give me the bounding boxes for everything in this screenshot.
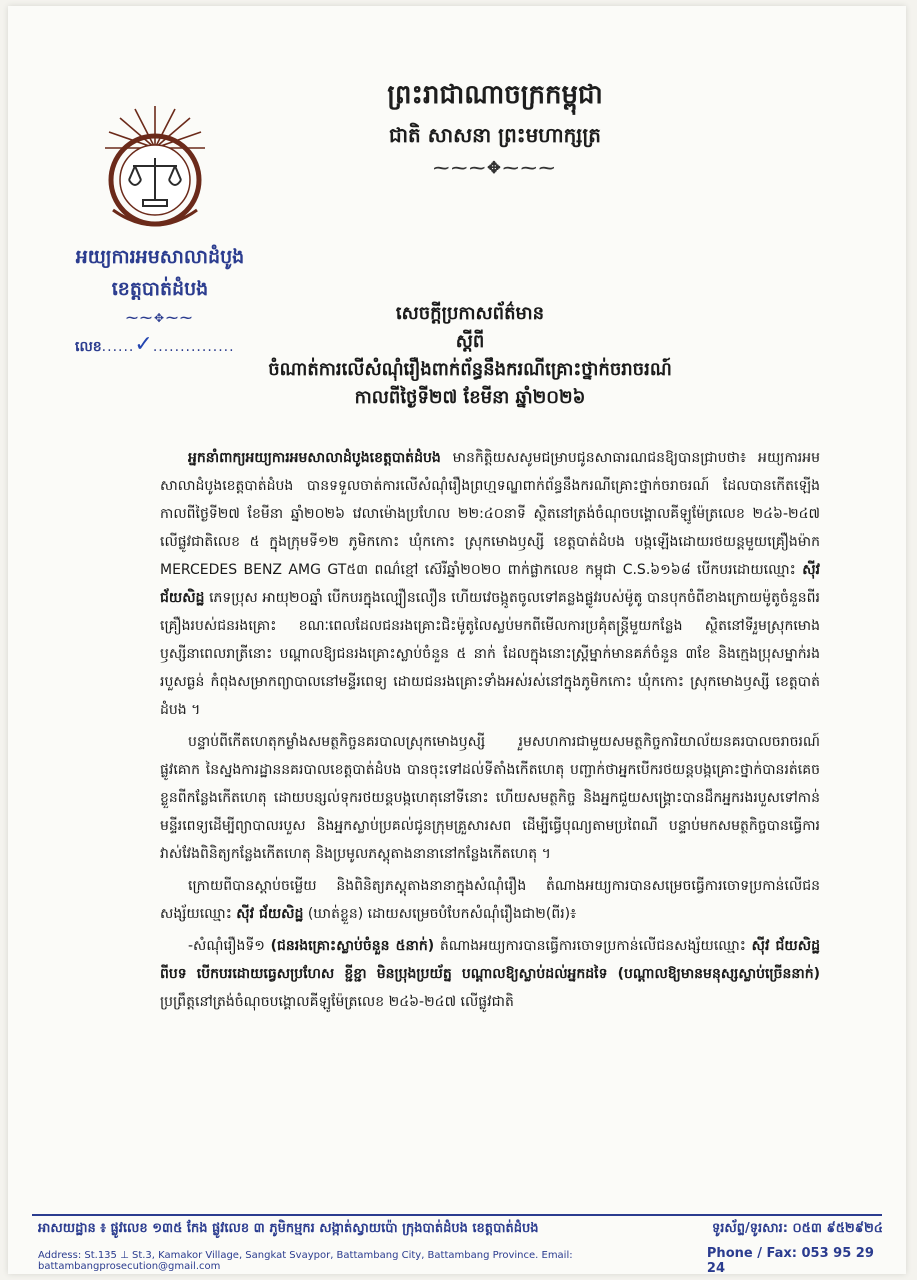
number-label: លេខ — [75, 339, 102, 355]
paragraph-1: អ្នកនាំពាក្យអយ្យការអមសាលាដំបូងខេត្តបាត់ដំបង មានកិត្តិយសសូមជម្រាបជូនសាធារណជនឱ្យបានជ្រាបថា៖ អយ្យការអមសាលាដំបូងខេត្តបាត់ដំបង បានទទួលចាត់ការលើសំណុំរឿងព្រហ្មទណ្ឌពាក់ព័ន្ធនឹងករណីគ្រោះថ្នាក់ចរាចរណ៍ ដែលបានកើតឡើងកាលពីថ្ងៃទី២៧ ខែមីនា ឆ្នាំ២០២៦ វេលាម៉ោងប្រហែល ២២:៤០នាទី ស្ថិតនៅត្រង់ចំណុចបង្គោលគីឡូម៉ែត្រលេខ ២៤៦-២៤៧ លើផ្លូវជាតិលេខ ៥ ក្នុងក្រុមទី១២ ភូមិកកោះ ឃុំកកោះ ស្រុកមោងឫស្សី ខេត្តបាត់ដំបង បង្កឡើងដោយរថយន្តមួយគ្រឿងម៉ាក MERCEDES BENZ AMG GT៥៣ ពណ៌ខ្មៅ ស៊េរីឆ្នាំ២០២០ ពាក់ផ្លាកលេខ កម្ពុជា C.S.៦១៦៨ បើកបរដោយឈ្មោះ ស៊ីវ ជ័យសិដ្ឋ ភេទប្រុស អាយុ២០ឆ្នាំ បើកបរក្នុងល្បឿនលឿន ហើយវេចង្កូតចូលទៅគន្លងផ្លូវរបស់ម៉ូតូ បានបុកចំពីខាងក្រោយម៉ូតូចំនួនពីរគ្រឿងរបស់ជនរងគ្រោះ ខណៈពេលដែលជនរងគ្រោះជិះម៉ូតូលៃស្លប់មកពីមើលការប្រគុំតន្ត្រីមួយកន្លែង ស្ថិតនៅទីរួមស្រុកមោងឫស្សីនាពេលរាត្រីនោះ បណ្ដាលឱ្យជនរងគ្រោះស្លាប់ចំនួន ៥ នាក់ ដែលក្នុងនោះស្ត្រីម្នាក់មានគភ៌ចំនួន ៣ខែ និងក្មេងប្រុសម្នាក់រងរបួសធ្ងន់ កំពុងសម្រាកព្យាបាលនៅមន្ទីរពេទ្យ ដោយជនរងគ្រោះទាំងអស់រស់នៅក្នុងភូមិកកោះ ឃុំកកោះ ស្រុកមោងឫស្សី ខេត្តបាត់ដំបង ។ — [160, 450, 820, 718]
document-number: លេខ......✓............... — [75, 332, 235, 357]
title-date: កាលពីថ្ងៃទី២៧ ខែមីនា ឆ្នាំ២០២៦ — [354, 387, 586, 408]
suspect-name: ស៊ីវ ជ័យសិដ្ឋ — [236, 906, 304, 922]
footer-english — [38, 1246, 883, 1276]
paragraph-4: -សំណុំរឿងទី១ (ជនរងគ្រោះស្លាប់ចំនួន ៥នាក់) តំណាងអយ្យការបានធ្វើការចោទប្រកាន់លើជនសង្ស័យឈ្មោះ ស៊ីវ ជ័យសិដ្ឋ ពីបទ បើកបរដោយធ្វេសប្រហែស ខ្ជីខ្ជា មិនប្រុងប្រយ័ត្ន បណ្ដាលឱ្យស្លាប់ដល់អ្នកដទៃ (បណ្ដាលឱ្យមានមនុស្សស្លាប់ច្រើននាក់) ប្រព្រឹត្តនៅត្រង់ចំណុចបង្គោលគីឡូម៉ែត្រលេខ ២៤៦-២៤៧ លើផ្លូវជាតិ — [160, 938, 820, 1010]
kingdom-title: ព្រះរាជាណាចក្រកម្ពុជា — [387, 80, 603, 110]
document-titles — [190, 300, 750, 412]
title-subject: ចំណាត់ការលើសំណុំរឿងពាក់ព័ន្ធនឹងករណីគ្រោះថ្នាក់ចរាចរណ៍ — [268, 359, 672, 380]
footer-divider — [32, 1214, 882, 1216]
paragraph-3: ក្រោយពីបានស្ដាប់ចម្លើយ និងពិនិត្យភស្តុតាងនានាក្នុងសំណុំរឿង តំណាងអយ្យការបានសម្រេចធ្វើការចោទប្រកាន់លើជនសង្ស័យឈ្មោះ ស៊ីវ ជ័យសិដ្ឋ (ឃាត់ខ្លួន) ដោយសម្រេចបំបែកសំណុំរឿងជា២(ពីរ)៖ — [160, 878, 820, 922]
document-body — [160, 440, 820, 1016]
checkmark-icon: ✓ — [134, 332, 153, 357]
kingdom-header — [330, 78, 660, 177]
footer-address-kh: អាសយដ្ឋាន ៖ ផ្លូវលេខ ១៣៥ កែង ផ្លូវលេខ ៣ ភូមិកម្មករ សង្កាត់ស្វាយប៉ោ ក្រុងបាត់ដំបង ខេត្តបាត់ដំបង — [38, 1221, 539, 1236]
title-announcement: សេចក្ដីប្រកាសព័ត៌មាន — [395, 303, 545, 324]
ornament-divider: ⁓⁓⁓✥⁓⁓⁓ — [433, 158, 557, 177]
suspect-name: ស៊ីវ ជ័យសិដ្ឋ — [160, 562, 820, 606]
footer-address-en: Address: St.135 ⊥ St.3, Kamakor Village, Sangkat Svaypor, Battambang City, Battambang Province. Email: battambangprosecution@gmail.com — [38, 1250, 573, 1272]
spokesperson-lead: អ្នកនាំពាក្យអយ្យការអមសាលាដំបូងខេត្តបាត់ដំបង — [188, 450, 441, 466]
footer-khmer — [38, 1220, 883, 1239]
court-name: អយ្យការអមសាលាដំបូង — [75, 246, 245, 268]
kingdom-motto: ជាតិ សាសនា ព្រះមហាក្សត្រ — [389, 123, 601, 147]
charge-text: ស៊ីវ ជ័យសិដ្ឋ ពីបទ បើកបរដោយធ្វេសប្រហែស ខ្ជីខ្ជា មិនប្រុងប្រយ័ត្ន បណ្ដាលឱ្យស្លាប់ដល់អ្នកដទៃ (បណ្ដាលឱ្យមានមនុស្សស្លាប់ច្រើននាក់) — [160, 938, 820, 982]
title-regarding: ស្ដីពី — [455, 331, 485, 352]
ornament-divider-small: ⁓⁓✥⁓⁓ — [125, 311, 195, 325]
paragraph-2: បន្ទាប់ពីកើតហេតុកម្លាំងសមត្ថកិច្ចនគរបាលស្រុកមោងឫស្សី រួមសហការជាមួយសមត្ថកិច្ចការិយាល័យនគរបាលចរាចរណ៍ផ្លូវគោក នៃស្នងការដ្ឋាននគរបាលខេត្តបាត់ដំបង បានចុះទៅដល់ទីតាំងកើតហេតុ បញ្ជាក់ថាអ្នកបើករថយន្តបង្កគ្រោះថ្នាក់បានរត់គេចខ្លួនពីកន្លែងកើតហេតុ ដោយបន្សល់ទុករថយន្តបង្កហេតុនៅទីនោះ ហើយសមត្ថកិច្ច និងអ្នកជួយសង្គ្រោះបានដឹកអ្នករងរបួសទៅកាន់មន្ទីរពេទ្យដើម្បីព្យាបាលរបួស និងអ្នកស្លាប់ប្រគល់ជូនក្រុមគ្រួសារសព ដើម្បីធ្វើបុណ្យតាមប្រពៃណី បន្ទាប់មកសមត្ថកិច្ចបានធ្វើការវាស់វែងពិនិត្យកន្លែងកើតហេតុ និងប្រមូលភស្តុតាងនានានៅកន្លែងកើតហេតុ ។ — [160, 734, 820, 862]
court-province: ខេត្តបាត់ដំបង — [111, 278, 209, 300]
footer-phone-kh: ទូរស័ព្ទ/ទូរសារ: ០៥៣ ៩៥២៩២៤ — [711, 1221, 883, 1236]
court-emblem-icon — [95, 100, 215, 240]
footer-phone-en: Phone / Fax: 053 95 29 24 — [706, 1246, 874, 1276]
